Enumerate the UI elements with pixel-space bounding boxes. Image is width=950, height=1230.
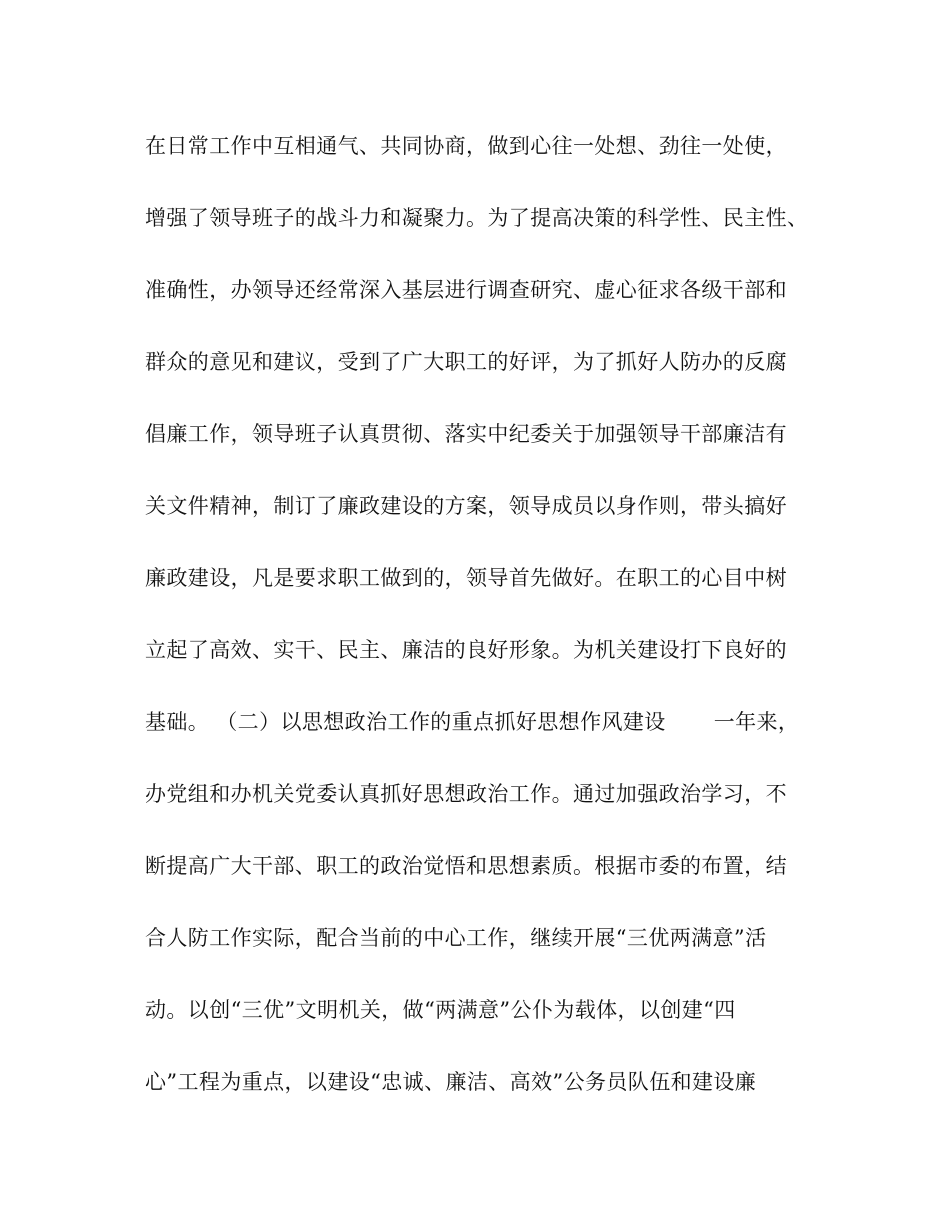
text-line: 立起了高效、实干、民主、廉洁的良好形象。为机关建设打下良好的 bbox=[145, 638, 787, 662]
section-heading-text: 基础。 （二）以思想政治工作的重点抓好思想作风建设 bbox=[145, 710, 666, 734]
text-line: 准确性，办领导还经常深入基层进行调查研究、虚心征求各级干部和 bbox=[145, 278, 787, 302]
text-line: 办党组和办机关党委认真抓好思想政治工作。通过加强政治学习，不 bbox=[145, 782, 787, 806]
text-line: 合人防工作实际，配合当前的中心工作，继续开展“三优两满意”活 bbox=[145, 926, 767, 950]
text-line: 动。以创“三优”文明机关，做“两满意”公仆为载体，以创建“四 bbox=[145, 998, 736, 1022]
text-line: 廉政建设，凡是要求职工做到的，领导首先做好。在职工的心目中树 bbox=[145, 566, 787, 590]
text-line: 群众的意见和建议，受到了广大职工的好评，为了抓好人防办的反腐 bbox=[145, 350, 787, 374]
text-line: 在日常工作中互相通气、共同协商，做到心往一处想、劲往一处使， bbox=[145, 134, 787, 158]
text-line: 增强了领导班子的战斗力和凝聚力。为了提高决策的科学性、民主性、 bbox=[145, 206, 809, 230]
line-continuation-text: 一年来， bbox=[713, 710, 800, 734]
text-line: 倡廉工作，领导班子认真贯彻、落实中纪委关于加强领导干部廉洁有 bbox=[145, 422, 787, 446]
text-line-heading bbox=[145, 708, 825, 736]
text-line: 断提高广大干部、职工的政治觉悟和思想素质。根据市委的布置，结 bbox=[145, 854, 787, 878]
text-line: 心”工程为重点，以建设“忠诚、廉洁、高效”公务员队伍和建设廉 bbox=[145, 1070, 757, 1094]
text-line: 关文件精神，制订了廉政建设的方案，领导成员以身作则，带头搞好 bbox=[145, 494, 787, 518]
